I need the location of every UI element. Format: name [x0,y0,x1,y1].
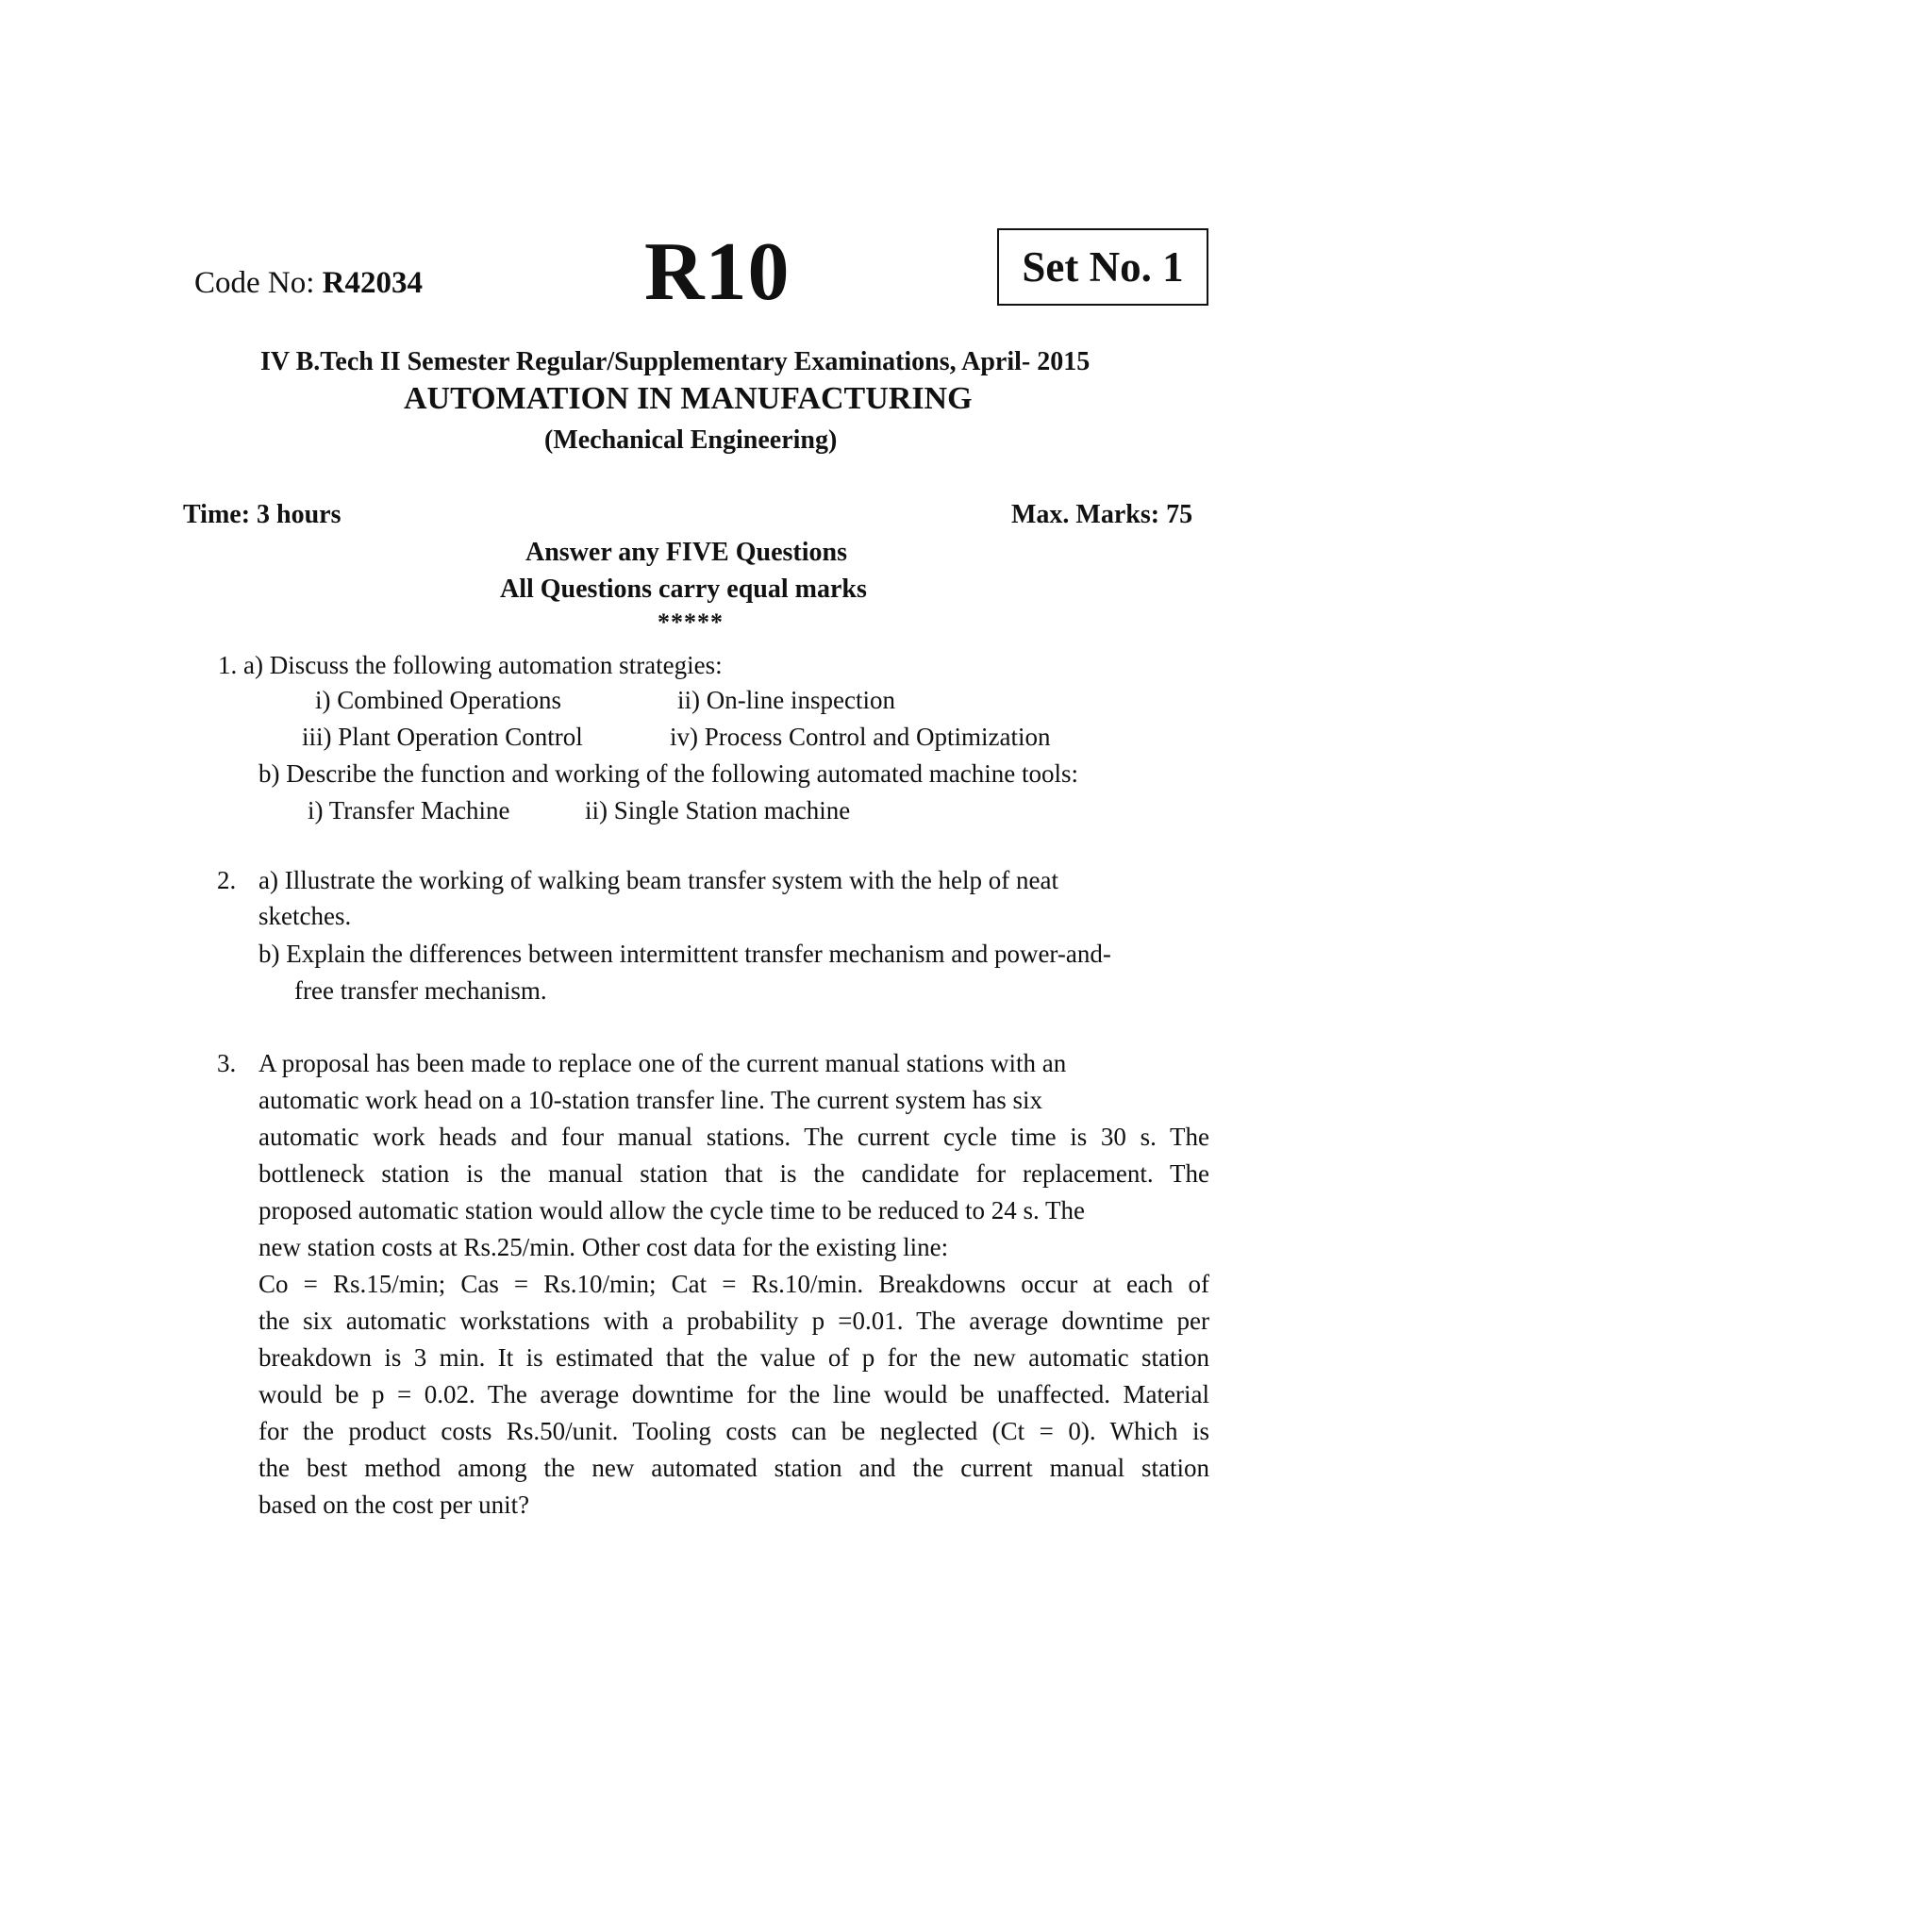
q1-a-option-i: i) Combined Operations [315,686,561,714]
q3-line: automatic work heads and four manual stations. The current cycle time is 30 s. The [258,1123,1209,1151]
q1-part-b: b) Describe the function and working of the following automated machine tools: [258,759,1079,788]
branch-name: (Mechanical Engineering) [544,425,838,455]
q1-a-option-iii: iii) Plant Operation Control [302,723,583,751]
q3-line: proposed automatic station would allow the cycle time to be reduced to 24 s. The [258,1196,1086,1224]
q3-line: based on the cost per unit? [258,1491,530,1519]
q2-number: 2. [217,866,237,894]
q3-line: would be p = 0.02. The average downtime for the line would be unaffected. Material [258,1380,1209,1408]
q3-line: new station costs at Rs.25/min. Other cost data for the existing line: [258,1233,949,1261]
q1-part-a: 1. a) Discuss the following automation strategies: [218,651,723,679]
q3-line: the best method among the new automated station and the current manual station [258,1454,1209,1482]
subject-title: AUTOMATION IN MANUFACTURING [404,381,973,416]
q2-part-b-line1: b) Explain the differences between intermittent transfer mechanism and power-and- [258,940,1111,968]
exam-time: Time: 3 hours [183,500,341,529]
q3-number: 3. [217,1049,237,1077]
max-marks: Max. Marks: 75 [1011,500,1193,529]
q1-a-option-ii: ii) On-line inspection [677,686,895,714]
q1-b-option-i: i) Transfer Machine [308,796,510,824]
exam-title: IV B.Tech II Semester Regular/Supplementary Examinations, April- 2015 [260,347,1091,376]
q1-a-option-iv: iv) Process Control and Optimization [670,723,1051,751]
q3-line: the six automatic workstations with a probability p =0.01. The average downtime per [258,1307,1209,1335]
code-number [194,266,423,301]
q2-part-a-line1: a) Illustrate the working of walking beam transfer system with the help of neat [258,866,1058,894]
regulation-code: R10 [644,226,791,318]
q3-line: breakdown is 3 min. It is estimated that the value of p for the new automatic station [258,1343,1209,1372]
instruction-answer: Answer any FIVE Questions [525,538,847,567]
q3-line: bottleneck station is the manual station that is the candidate for replacement. The [258,1159,1209,1188]
q3-line: for the product costs Rs.50/unit. Tooling costs can be neglected (Ct = 0). Which is [258,1417,1209,1445]
q2-part-a-line2: sketches. [258,902,352,930]
instruction-marks: All Questions carry equal marks [500,575,867,604]
separator: ***** [658,608,724,636]
code-label: Code No: [194,266,323,300]
code-value: R42034 [322,266,424,300]
q3-line: automatic work head on a 10-station transfer line. The current system has six [258,1086,1043,1114]
q3-line: A proposal has been made to replace one of the current manual stations with an [258,1049,1067,1077]
q1-b-option-ii: ii) Single Station machine [585,796,851,824]
set-number-box: Set No. 1 [997,228,1208,306]
q3-line: Co = Rs.15/min; Cas = Rs.10/min; Cat = Rs.10/min. Breakdowns occur at each of [258,1270,1209,1298]
q2-part-b-line2: free transfer mechanism. [294,976,547,1005]
